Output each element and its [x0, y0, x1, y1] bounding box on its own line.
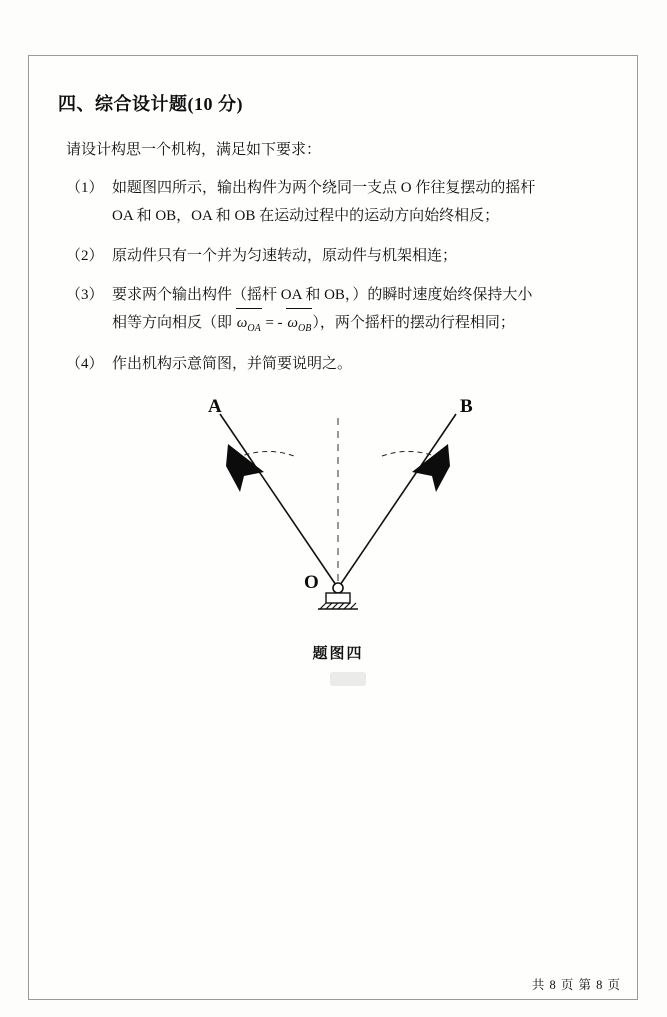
- label-o: O: [304, 572, 319, 594]
- scan-artifact: [330, 672, 366, 686]
- requirement-item-3: [66, 282, 618, 338]
- label-a: A: [208, 396, 222, 418]
- intro-text: 请设计构思一个机构，满足如下要求：: [66, 142, 322, 158]
- requirement-line: 要求两个输出构件（摇杆 OA 和 OB，）的瞬时速度始终保持大小: [112, 287, 533, 304]
- requirement-line-formula: 相等方向相反（即 $\omega_{OA}$ = - $\omega_{OB}$），两个摇杆的摆动行程相同；: [112, 310, 618, 339]
- label-b: B: [460, 396, 473, 418]
- requirement-item-2: [66, 243, 618, 271]
- requirement-number: （3）: [66, 287, 104, 304]
- page-footer: 共 8 页 第 8 页: [531, 978, 621, 992]
- omega-ob-symbol: $\omega_{OB}$: [286, 310, 312, 339]
- requirement-text: [112, 243, 618, 271]
- page-content: [58, 90, 618, 663]
- requirement-number: （4）: [66, 355, 104, 372]
- rocker-ob-line: [338, 414, 456, 588]
- section-title: 四、综合设计题(10 分): [58, 94, 243, 114]
- figure-caption: 题图四: [312, 646, 364, 663]
- requirement-number: （1）: [66, 180, 104, 196]
- pivot-joint: [333, 583, 343, 593]
- mechanism-figure: [58, 396, 618, 663]
- requirement-line: 如题图四所示，输出构件为两个绕同一支点 O 作往复摆动的摇杆: [112, 180, 536, 196]
- ground-support-block: [326, 593, 350, 603]
- requirement-text: [112, 351, 618, 379]
- requirement-text: [112, 175, 618, 231]
- formula-equals: = -: [265, 315, 283, 331]
- requirement-number: （2）: [66, 247, 104, 264]
- requirement-line: 原动件只有一个并为匀速转动，原动件与机架相连；: [112, 247, 458, 264]
- requirement-item-1: [66, 175, 618, 231]
- requirement-line: OA 和 OB，OA 和 OB 在运动过程中的运动方向始终相反；: [112, 207, 500, 224]
- omega-oa-symbol: $\omega_{OA}$: [236, 310, 262, 339]
- requirement-line: 作出机构示意简图，并简要说明之。: [112, 355, 353, 372]
- ground-hatching: [318, 603, 358, 609]
- requirement-text: [112, 282, 618, 338]
- requirement-item-4: [66, 351, 618, 379]
- mechanism-diagram: [168, 396, 508, 636]
- rocker-oa-line: [220, 414, 338, 588]
